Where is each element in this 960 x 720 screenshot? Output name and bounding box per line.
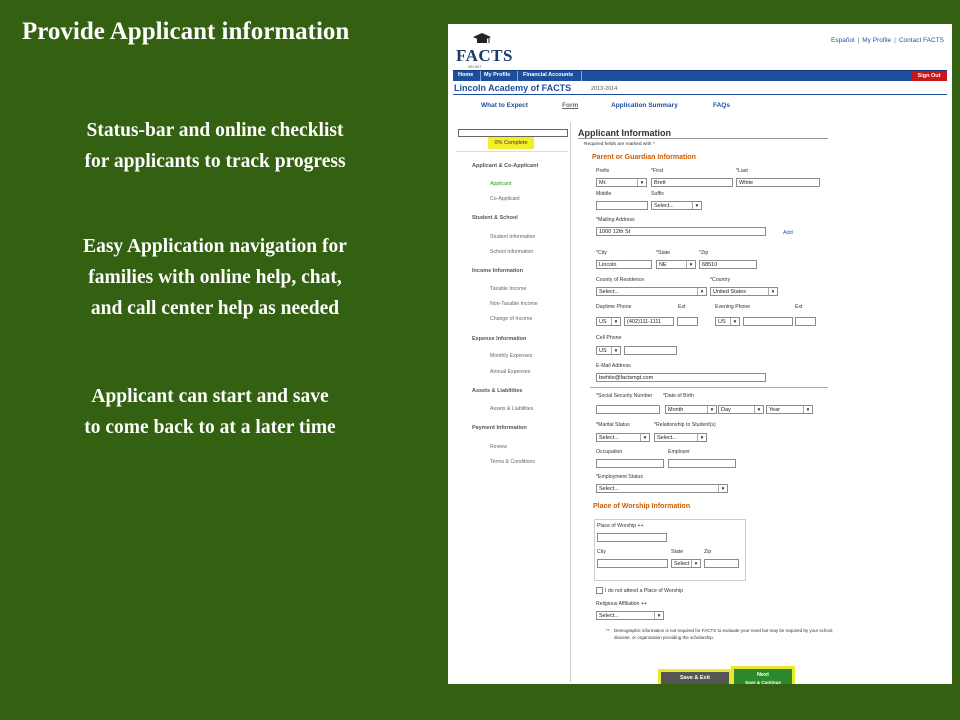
employer-label: Employer	[668, 449, 690, 455]
sidebar-item-co-applicant[interactable]: Co-Applicant	[490, 196, 520, 202]
nav-my-profile[interactable]: My Profile	[484, 72, 511, 78]
sidebar-item-change-income[interactable]: Change of Income	[490, 316, 533, 322]
zip-label: *Zip	[699, 250, 709, 256]
sidebar-group-applicant[interactable]: Applicant & Co-Applicant	[472, 163, 539, 169]
state-select[interactable]: NE ▼	[656, 260, 696, 269]
sidebar-group-student[interactable]: Student & School	[472, 215, 518, 221]
prefix-label: Prefix	[596, 168, 610, 174]
occupation-label: Occupation	[596, 449, 623, 455]
logo-subtext: NELNET	[468, 65, 482, 69]
employer-field[interactable]	[668, 459, 736, 468]
chevron-down-icon: ▼	[803, 406, 812, 413]
chevron-down-icon: ▼	[707, 406, 716, 413]
worship-zip-field[interactable]	[704, 559, 739, 568]
tab-faqs[interactable]: FAQs	[713, 102, 730, 109]
required-note: Required fields are marked with *	[584, 142, 655, 147]
daytime-country-code-select[interactable]: US ▼	[596, 317, 621, 326]
caption-line: Applicant can start and save	[91, 386, 329, 407]
sidebar-item-annual[interactable]: Annual Expenses	[490, 369, 531, 375]
cell-country-code-select[interactable]: US ▼	[596, 346, 621, 355]
caption-navigation	[0, 231, 430, 324]
place-of-worship-label: Place of Worship ++	[597, 523, 644, 529]
progress-bar	[458, 129, 568, 137]
daytime-ext-field[interactable]	[677, 317, 698, 326]
demographic-footnote: Demographic information is not required for FACTS to evaluate your need but may be required by your school, diocese, or organization providing the scholarship.	[614, 628, 834, 640]
sidebar-group-income[interactable]: Income Information	[472, 268, 524, 274]
chevron-down-icon: ▼	[718, 485, 727, 492]
chevron-down-icon: ▼	[637, 179, 646, 186]
add-address-link[interactable]: Add	[783, 230, 793, 236]
top-links: Español | My Profile | Contact FACTS	[831, 37, 944, 44]
slide-title: Provide Applicant information	[22, 18, 350, 45]
employment-status-label: *Employment Status	[596, 474, 643, 480]
chevron-down-icon: ▼	[730, 318, 739, 325]
daytime-phone-field[interactable]: (402)111-1111	[624, 317, 674, 326]
sidebar-item-school-info[interactable]: School Information	[490, 249, 534, 255]
nav-home[interactable]: Home	[458, 72, 474, 78]
worship-zip-label: Zip	[704, 549, 712, 555]
application-screenshot	[448, 24, 952, 684]
next-button[interactable]	[731, 666, 795, 684]
tab-form[interactable]: Form	[562, 102, 579, 109]
place-of-worship-field[interactable]	[597, 533, 667, 542]
sidebar-item-student-info[interactable]: Student Information	[490, 234, 536, 240]
last-name-label: *Last	[736, 168, 748, 174]
chevron-down-icon: ▼	[686, 261, 695, 268]
occupation-field[interactable]	[596, 459, 664, 468]
suffix-select[interactable]: Select... ▼	[651, 201, 702, 210]
divider	[578, 138, 828, 139]
graduation-cap-icon	[472, 32, 492, 46]
chevron-down-icon: ▼	[611, 347, 620, 354]
worship-city-label: City	[597, 549, 606, 555]
dob-day-select[interactable]: Day ▼	[718, 405, 764, 414]
relationship-select[interactable]: Select... ▼	[654, 433, 707, 442]
evening-phone-label: Evening Phone	[715, 304, 751, 310]
chevron-down-icon: ▼	[697, 288, 706, 295]
link-espanol[interactable]: Español	[831, 37, 855, 44]
school-year: 2013-2014	[591, 86, 618, 92]
section-place-of-worship: Place of Worship Information	[593, 503, 691, 510]
sign-out-button[interactable]: Sign Out	[911, 71, 947, 81]
worship-state-select[interactable]: Select ▼	[671, 559, 701, 568]
no-worship-label: I do not attend a Place of Worship	[605, 588, 684, 594]
chevron-down-icon: ▼	[697, 434, 706, 441]
ssn-field[interactable]	[596, 405, 660, 414]
state-label: *State	[656, 250, 671, 256]
marital-status-select[interactable]: Select... ▼	[596, 433, 650, 442]
worship-state-label: State	[671, 549, 684, 555]
chevron-down-icon: ▼	[754, 406, 763, 413]
cell-phone-label: Cell Phone	[596, 335, 622, 341]
first-name-field[interactable]: Brett	[651, 178, 733, 187]
no-worship-checkbox[interactable]	[596, 587, 603, 594]
chevron-down-icon: ▼	[611, 318, 620, 325]
form-heading: Applicant Information	[578, 128, 671, 138]
suffix-label: Suffix	[651, 191, 664, 197]
cell-phone-field[interactable]	[624, 346, 677, 355]
marital-status-label: *Marital Status	[596, 422, 630, 428]
caption-line: for applicants to track progress	[84, 151, 346, 172]
next-sublabel: Save & Continue	[745, 680, 781, 684]
chevron-down-icon: ▼	[768, 288, 777, 295]
city-label: *City	[596, 250, 607, 256]
school-name: Lincoln Academy of FACTS	[454, 83, 572, 93]
caption-line: and call center help as needed	[90, 298, 340, 319]
sidebar-group-payment[interactable]: Payment Information	[472, 425, 527, 431]
divider	[456, 151, 568, 152]
sidebar-item-nontaxable[interactable]: Non-Taxable Income	[490, 301, 538, 307]
chevron-down-icon: ▼	[691, 560, 700, 567]
sidebar-group-expense[interactable]: Expense Information	[472, 336, 527, 342]
caption-line: families with online help, chat,	[88, 267, 342, 288]
dob-month-select[interactable]: Month ▼	[665, 405, 717, 414]
section-parent-guardian: Parent or Guardian Information	[592, 154, 696, 161]
prefix-select[interactable]: Mr. ▼	[596, 178, 647, 187]
zip-field[interactable]: 68510	[699, 260, 757, 269]
chevron-down-icon: ▼	[654, 612, 663, 619]
religious-affiliation-label: Religious Affiliation ++	[596, 601, 647, 607]
caption-save	[0, 381, 420, 443]
ssn-label: *Social Security Number	[596, 393, 653, 399]
divider	[590, 387, 828, 388]
tab-what-to-expect[interactable]: What to Expect	[481, 102, 528, 109]
footnote-marker: **	[606, 628, 610, 633]
sidebar-item-applicant[interactable]: Applicant	[490, 181, 512, 187]
sidebar-item-monthly[interactable]: Monthly Expenses	[490, 353, 533, 359]
middle-label: Middle	[596, 191, 612, 197]
main-nav	[453, 70, 947, 81]
caption-line: Status-bar and online checklist	[86, 120, 344, 141]
caption-status-bar	[0, 115, 430, 177]
county-label: County of Residence	[596, 277, 645, 283]
link-contact-facts[interactable]: Contact FACTS	[898, 37, 944, 44]
sidebar-item-review[interactable]: Review	[490, 444, 508, 450]
next-label: Next	[757, 672, 769, 678]
country-label: *Country	[710, 277, 731, 283]
evening-country-code-select[interactable]: US ▼	[715, 317, 740, 326]
chevron-down-icon: ▼	[692, 202, 701, 209]
save-exit-button[interactable]: Save & Exit	[658, 669, 732, 684]
sidebar-item-terms[interactable]: Terms & Conditions	[490, 459, 535, 465]
worship-city-field[interactable]	[597, 559, 668, 568]
nav-financial-accounts[interactable]: Financial Accounts	[523, 72, 574, 78]
employment-status-select[interactable]: Select... ▼	[596, 484, 728, 493]
country-select[interactable]: United States ▼	[710, 287, 778, 296]
progress-label: 0% Complete	[488, 137, 534, 149]
sidebar-group-assets[interactable]: Assets & Liabilities	[472, 388, 523, 394]
religious-affiliation-select[interactable]: Select... ▼	[596, 611, 664, 620]
facts-logo[interactable]	[454, 30, 513, 69]
middle-name-field[interactable]	[596, 201, 648, 210]
city-field[interactable]: Lincoln	[596, 260, 652, 269]
relationship-label: *Relationship to Student(s)	[654, 422, 716, 428]
dob-label: *Date of Birth	[663, 393, 694, 399]
link-my-profile[interactable]: My Profile	[862, 37, 892, 44]
tab-application-summary[interactable]: Application Summary	[611, 102, 678, 109]
caption-line: to come back to at a later time	[84, 417, 336, 438]
evening-ext-field[interactable]	[795, 317, 816, 326]
divider	[570, 122, 571, 682]
ext-label: Ext	[795, 304, 803, 310]
logo-text: FACTS	[456, 46, 513, 65]
daytime-phone-label: Daytime Phone	[596, 304, 632, 310]
mailing-address-field[interactable]: 1000 12th St	[596, 227, 766, 236]
chevron-down-icon: ▼	[640, 434, 649, 441]
dob-year-select[interactable]: Year ▼	[766, 405, 813, 414]
first-name-label: *First	[651, 168, 664, 174]
email-field[interactable]: bwhite@factsmgt.com	[596, 373, 766, 382]
sidebar-item-assets[interactable]: Assets & Liabilities	[490, 406, 534, 412]
county-select[interactable]: Select... ▼	[596, 287, 707, 296]
last-name-field[interactable]: White	[736, 178, 820, 187]
ext-label: Ext	[678, 304, 686, 310]
mailing-address-label: *Mailing Address	[596, 217, 635, 223]
evening-phone-field[interactable]	[743, 317, 793, 326]
divider	[453, 94, 947, 95]
sidebar-item-taxable[interactable]: Taxable Income	[490, 286, 527, 292]
caption-line: Easy Application navigation for	[83, 236, 347, 257]
email-label: E-Mail Address	[596, 363, 631, 369]
